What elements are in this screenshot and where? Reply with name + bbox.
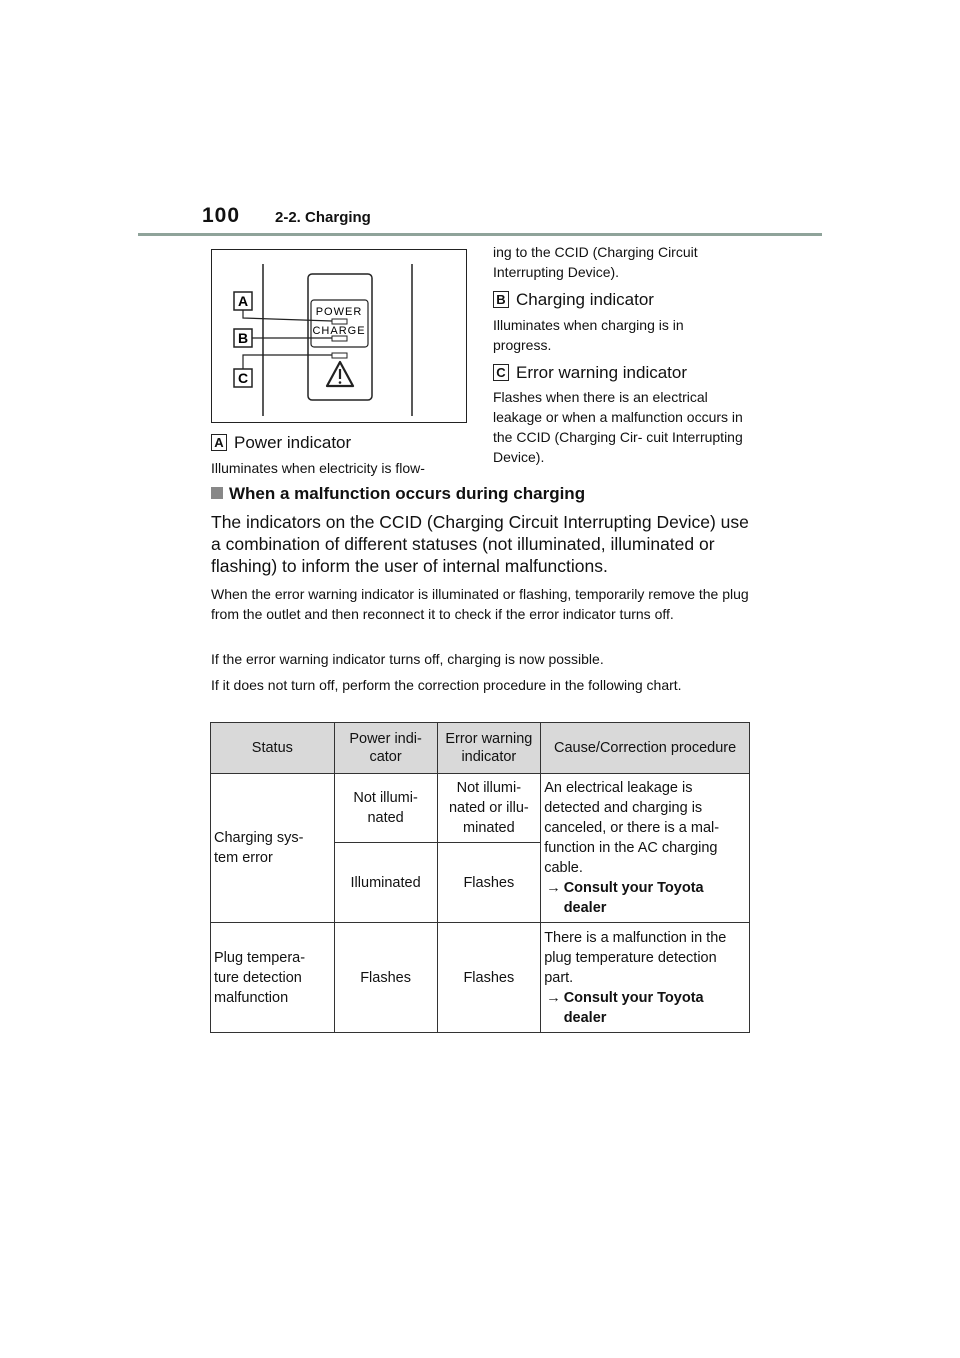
section-title: 2-2. Charging [275, 209, 371, 226]
row1-cause [541, 774, 750, 923]
header-status: Status [211, 723, 335, 774]
header-error-indicator: Error warning indicator [437, 723, 541, 774]
row2-action [546, 988, 746, 1028]
paragraph-reconnect: When the error warning indicator is illuminated or flashing, temporarily remove the plug from the outlet and then reconnect it to check if the error indicator turns off. [211, 586, 749, 622]
section-heading [211, 484, 585, 504]
main-paragraph: The indicators on the CCID (Charging Circuit Interrupting Device) use a combination of different statuses (not illuminated, illuminated or flashing) to inform the user of internal malfunctions. [211, 512, 749, 576]
item-b-letter: B [493, 291, 509, 308]
item-a-title: Power indicator [234, 433, 352, 452]
section-heading-text: When a malfunction occurs during charging [229, 484, 586, 503]
warning-triangle-icon [327, 362, 353, 386]
power-label: POWER [315, 306, 363, 318]
item-c-letter: C [493, 364, 509, 381]
row1-error-a: Not illumi- nated or illu- minated [437, 774, 541, 843]
row1-cause-text: An electrical leakage is detected and charging is canceled, or there is a mal- function in the AC charging cable. [544, 780, 720, 876]
table-row [211, 774, 750, 843]
table-row [211, 923, 750, 1033]
header-power-indicator: Power indi- cator [334, 723, 437, 774]
item-error-indicator [493, 363, 687, 383]
bullet-square-icon [211, 487, 223, 499]
item-a-letter: A [211, 434, 227, 451]
table-header-row [211, 723, 750, 774]
row2-power: Flashes [334, 923, 437, 1033]
paragraph-turns-off: If the error warning indicator turns off, charging is now possible. [211, 651, 604, 667]
item-a-desc-part2: ing to the CCID (Charging Circuit Interrupting Device). [493, 244, 698, 280]
item-c-desc: Flashes when there is an electrical leakage or when a malfunction occurs in the CCID (Charging Cir- cuit Interrupting Device). [493, 389, 743, 465]
malfunction-table [210, 722, 750, 1033]
row2-error: Flashes [437, 923, 541, 1033]
row2-status: Plug tempera- ture detection malfunction [211, 923, 335, 1033]
item-b-title: Charging indicator [516, 290, 654, 309]
charge-label: CHARGE [312, 325, 366, 337]
row1-error-b: Flashes [437, 843, 541, 923]
ccid-indicator-figure [211, 249, 467, 423]
row1-status: Charging sys- tem error [211, 774, 335, 923]
callout-b: B [237, 330, 249, 346]
header-divider [138, 233, 822, 236]
callout-a: A [237, 293, 249, 309]
row1-power-b: Illuminated [334, 843, 437, 923]
page-number: 100 [202, 204, 241, 227]
item-c-title: Error warning indicator [516, 363, 688, 382]
item-a-desc-part1: Illuminates when electricity is flow- [211, 460, 425, 476]
row1-power-a: Not illumi- nated [334, 774, 437, 843]
row1-action-text: Consult your Toyota dealer [563, 880, 704, 916]
header-cause: Cause/Correction procedure [541, 723, 750, 774]
row2-cause-text: There is a malfunction in the plug temperature detection part. [544, 929, 727, 986]
row2-cause [541, 923, 750, 1033]
row2-action-text: Consult your Toyota dealer [563, 989, 704, 1026]
arrow-icon: → [546, 989, 561, 1006]
item-power-indicator [211, 433, 351, 453]
arrow-icon: → [546, 880, 561, 896]
paragraph-not-off: If it does not turn off, perform the correction procedure in the following chart. [211, 677, 682, 693]
callout-c: C [237, 370, 249, 386]
item-charging-indicator [493, 290, 654, 310]
item-b-desc: Illuminates when charging is in progress. [493, 317, 684, 353]
row1-action [546, 878, 746, 918]
ccid-illustration [212, 250, 466, 422]
